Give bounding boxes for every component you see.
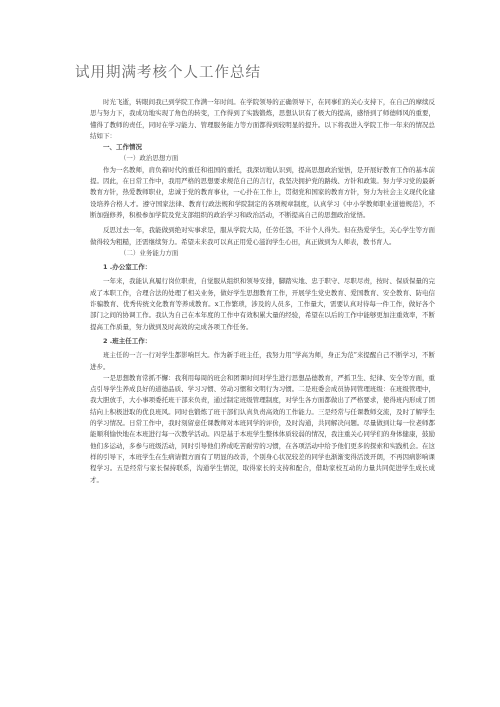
item-heading-office: 1 .办公室工作： (103, 263, 152, 272)
office-paragraph: 一年来，我能认真履行岗位职责，自觉服从组织和领导安排，脚踏实地、忠于职守、尽职尽责，按时、保质保量的完成了本职工作，合理合法的处理了相关业务，做好学生思想教育工作，开展学生党史教育、爱国教育、安全教育、防电信诈骗教育、优秀传统文化教育等养成教育。x工作繁琐，涉及的人员多，工作量大，需要认真对待每一件工作，做好各个部门之间的协调工作。我认为自己在本年度的工作中有效积累大量的经验，希望在以后的工作中能够更加注重效率，不断提高工作质量，努力做到及时高效的完成各项工作任务。 (90, 277, 435, 331)
political-paragraph-1: 作为一名教师，肩负着时代的重任和祖国的重托，我深切地认识到，提高思想政治觉悟，是开展好教育工作的基本前提。因此，在日常工作中，我用严格的思想要求规范自己的言行，我坚决拥护党的路线、方针和政策。努力学习党的最新教育方针，热爱教师职业，忠诚于党的教育事业，一心扑在工作上，贯彻党和国家的教育方针，努力为社会主义现代化建设培养合格人才。遵守国家法律、教育行政法规和学院制定的各项规章制度，认真学习《中小学教师职业道德规范》，不断加强修养，积极参加学院及党支部组织的政治学习和政治活动，不断提高自己的思想政治觉悟。 (90, 165, 435, 219)
subsection-heading-ability: （二）业务能力方面 (119, 248, 179, 257)
document-body (90, 97, 435, 486)
subsection-heading-political: （一）政治思想方面 (119, 154, 179, 163)
political-paragraph-2: 反思过去一年，我能做到绝对实事求是，服从学院大局，任劳任怨，不计个人得失。但在热爱学生，关心学生等方面做得较为粗糙，还需继续努力。希望未来我可以真正用爱心滋润学生心田，真正做到为人师表，教书育人。 (90, 226, 435, 246)
document-title: 试用期满考核个人工作总结 (75, 65, 261, 81)
headteacher-paragraph-2: 一是思想教育常抓不懈：我利用每周的班会和团课时间对学生进行思想品德教育，严抓卫生、纪律、安全等方面，重点引导学生养成良好的道德品质、学习习惯、劳动习惯和文明行为习惯。二是班委会成员协同管理班级：在班级管理中，我大胆放手，大小事项委托班干部来负责，通过制定班级管理制度，对学生各方面都做出了严格要求，使得班内形成了团结向上积极进取的优良班风。同时也锻炼了班干部们认真负责高效的工作能力。三是经常与任课教师交流，及时了解学生的学习情况。日常工作中，我时刻留意任课教师对本班同学的评价，及时沟通，共同解决问题。尽量做到让每一位老师都能顺利愉快地在本班进行每一次教学活动。四是基于本班学生整体体质较弱的情况，我注重关心同学们的身体健康，鼓励他们多运动，多参与班级活动，同时引导他们养成吃苦耐劳的习惯，在各项活动中给予他们更多的探索和实践机会。在这样的引导下，本班学生在生病请假方面有了明显的改善，个别身心状况较差的同学也渐渐变得活泼开朗，不再因病影响课程学习。五是经常与家长保持联系，沟通学生情况，取得家长的支持和配合，借助家校互动的力量共同促进学生成长成才。 (90, 373, 435, 484)
headteacher-paragraph-1: 班主任的一言一行对学生都影响巨大。作为新手班主任，我努力用“学高为师，身正为范”来提醒自己不断学习，不断进步。 (90, 351, 435, 371)
intro-paragraph: 时光飞逝，转眼间我已到学院工作满一年时间。在学院领导的正确领导下，在同事们的关心支持下，在自己的摩续反思与努力下，我成功地实现了角色的转变，工作得到了实践锻炼，思想认识有了极大的提高，感悟到了师德师风的重要，懂得了教师的责任，同时在学习能力、管理服务能力等方面都得到较明显的提升。以下将我进入学院工作一年来的情况总结如下： (90, 98, 435, 140)
item-heading-headteacher: 2 .班主任工作： (103, 336, 152, 345)
section-heading-work-status: 一、工作情况 (103, 143, 142, 152)
